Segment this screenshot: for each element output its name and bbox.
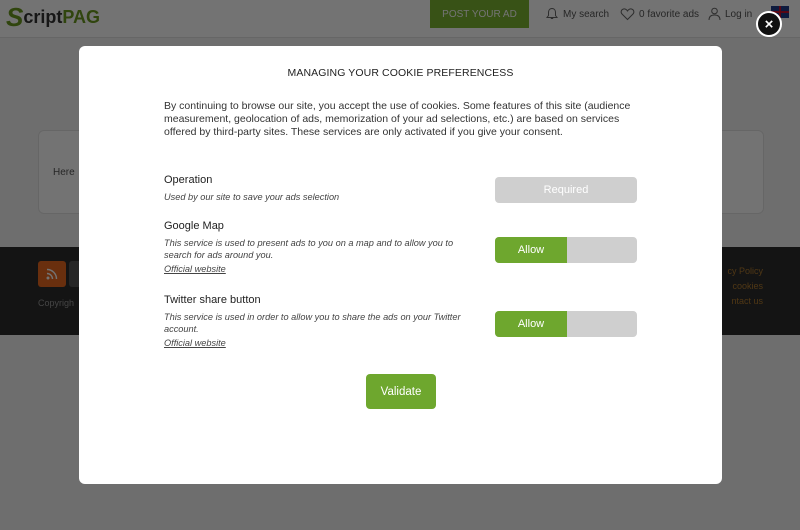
close-button[interactable]: × xyxy=(756,11,782,37)
twitter-toggle-allow[interactable]: Allow xyxy=(495,311,567,337)
service-name-google-map: Google Map xyxy=(164,220,224,232)
service-name-twitter: Twitter share button xyxy=(164,294,261,306)
modal-title: MANAGING YOUR COOKIE PREFERENCESS xyxy=(287,67,514,79)
twitter-allow-toggle[interactable] xyxy=(495,311,637,337)
service-desc-operation: Used by our site to save your ads selection xyxy=(164,192,340,202)
operation-required-badge: Required xyxy=(495,177,637,203)
google-map-toggle-deny[interactable] xyxy=(567,237,637,263)
google-map-toggle-allow[interactable]: Allow xyxy=(495,237,567,263)
modal-intro: By continuing to browse our site, you accept the use of cookies. Some features of this site (audience measurement, geolocation of ads, memorization of your ad selections, etc.) are based on services offered by third-party sites. These services are only activated if you give your consent. xyxy=(164,100,631,139)
validate-button[interactable]: Validate xyxy=(366,374,436,409)
service-name-operation: Operation xyxy=(164,174,213,186)
twitter-toggle-deny[interactable] xyxy=(567,311,637,337)
service-desc-twitter: This service is used in order to allow you to share the ads on your Twitter account. xyxy=(164,312,461,334)
service-desc-google-map: This service is used to present ads to you on a map and to allow you to search for ads around you. xyxy=(164,238,454,260)
twitter-official-website-link[interactable]: Official website xyxy=(164,338,226,348)
google-map-official-website-link[interactable]: Official website xyxy=(164,264,226,274)
google-map-allow-toggle[interactable] xyxy=(495,237,637,263)
cookie-preferences-modal xyxy=(79,46,722,484)
